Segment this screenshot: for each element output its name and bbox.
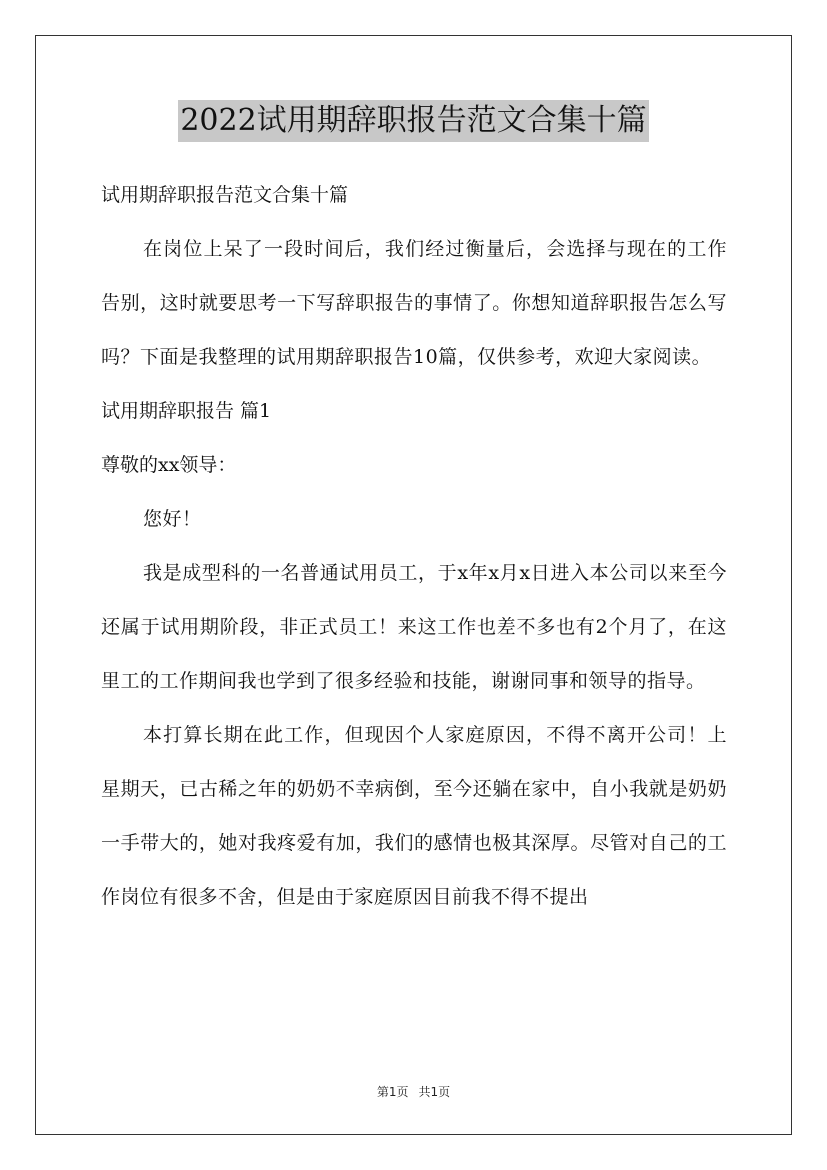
section-heading: 试用期辞职报告 篇1 bbox=[101, 400, 272, 422]
document-body bbox=[101, 168, 727, 924]
salutation: 尊敬的xx领导： bbox=[101, 454, 237, 476]
title-container bbox=[0, 100, 827, 142]
document-subtitle: 试用期辞职报告范文合集十篇 bbox=[101, 184, 349, 206]
body-paragraph-1: 我是成型科的一名普通试用员工，于x年x月x日进入本公司以来至今还属于试用期阶段，非正式员工！来这工作也差不多也有2个月了，在这里工的工作期间我也学到了很多经验和技能，谢谢同事和领导的指导。 bbox=[101, 562, 727, 692]
greeting: 您好！ bbox=[143, 508, 202, 530]
page-footer bbox=[0, 1083, 827, 1100]
document-title: 2022试用期辞职报告范文合集十篇 bbox=[178, 100, 648, 142]
body-paragraph-2: 本打算长期在此工作，但现因个人家庭原因，不得不离开公司！上星期天，已古稀之年的奶奶不幸病倒，至今还躺在家中，自小我就是奶奶一手带大的，她对我疼爱有加，我们的感情也极其深厚。尽管对自己的工作岗位有很多不舍，但是由于家庭原因目前我不得不提出 bbox=[101, 724, 727, 908]
page-number-current: 第1页 bbox=[376, 1085, 409, 1099]
intro-paragraph: 在岗位上呆了一段时间后，我们经过衡量后，会选择与现在的工作告别，这时就要思考一下写辞职报告的事情了。你想知道辞职报告怎么写吗？下面是我整理的试用期辞职报告10篇，仅供参考，欢迎大家阅读。 bbox=[101, 238, 727, 368]
page-number-total: 共1页 bbox=[418, 1085, 451, 1099]
